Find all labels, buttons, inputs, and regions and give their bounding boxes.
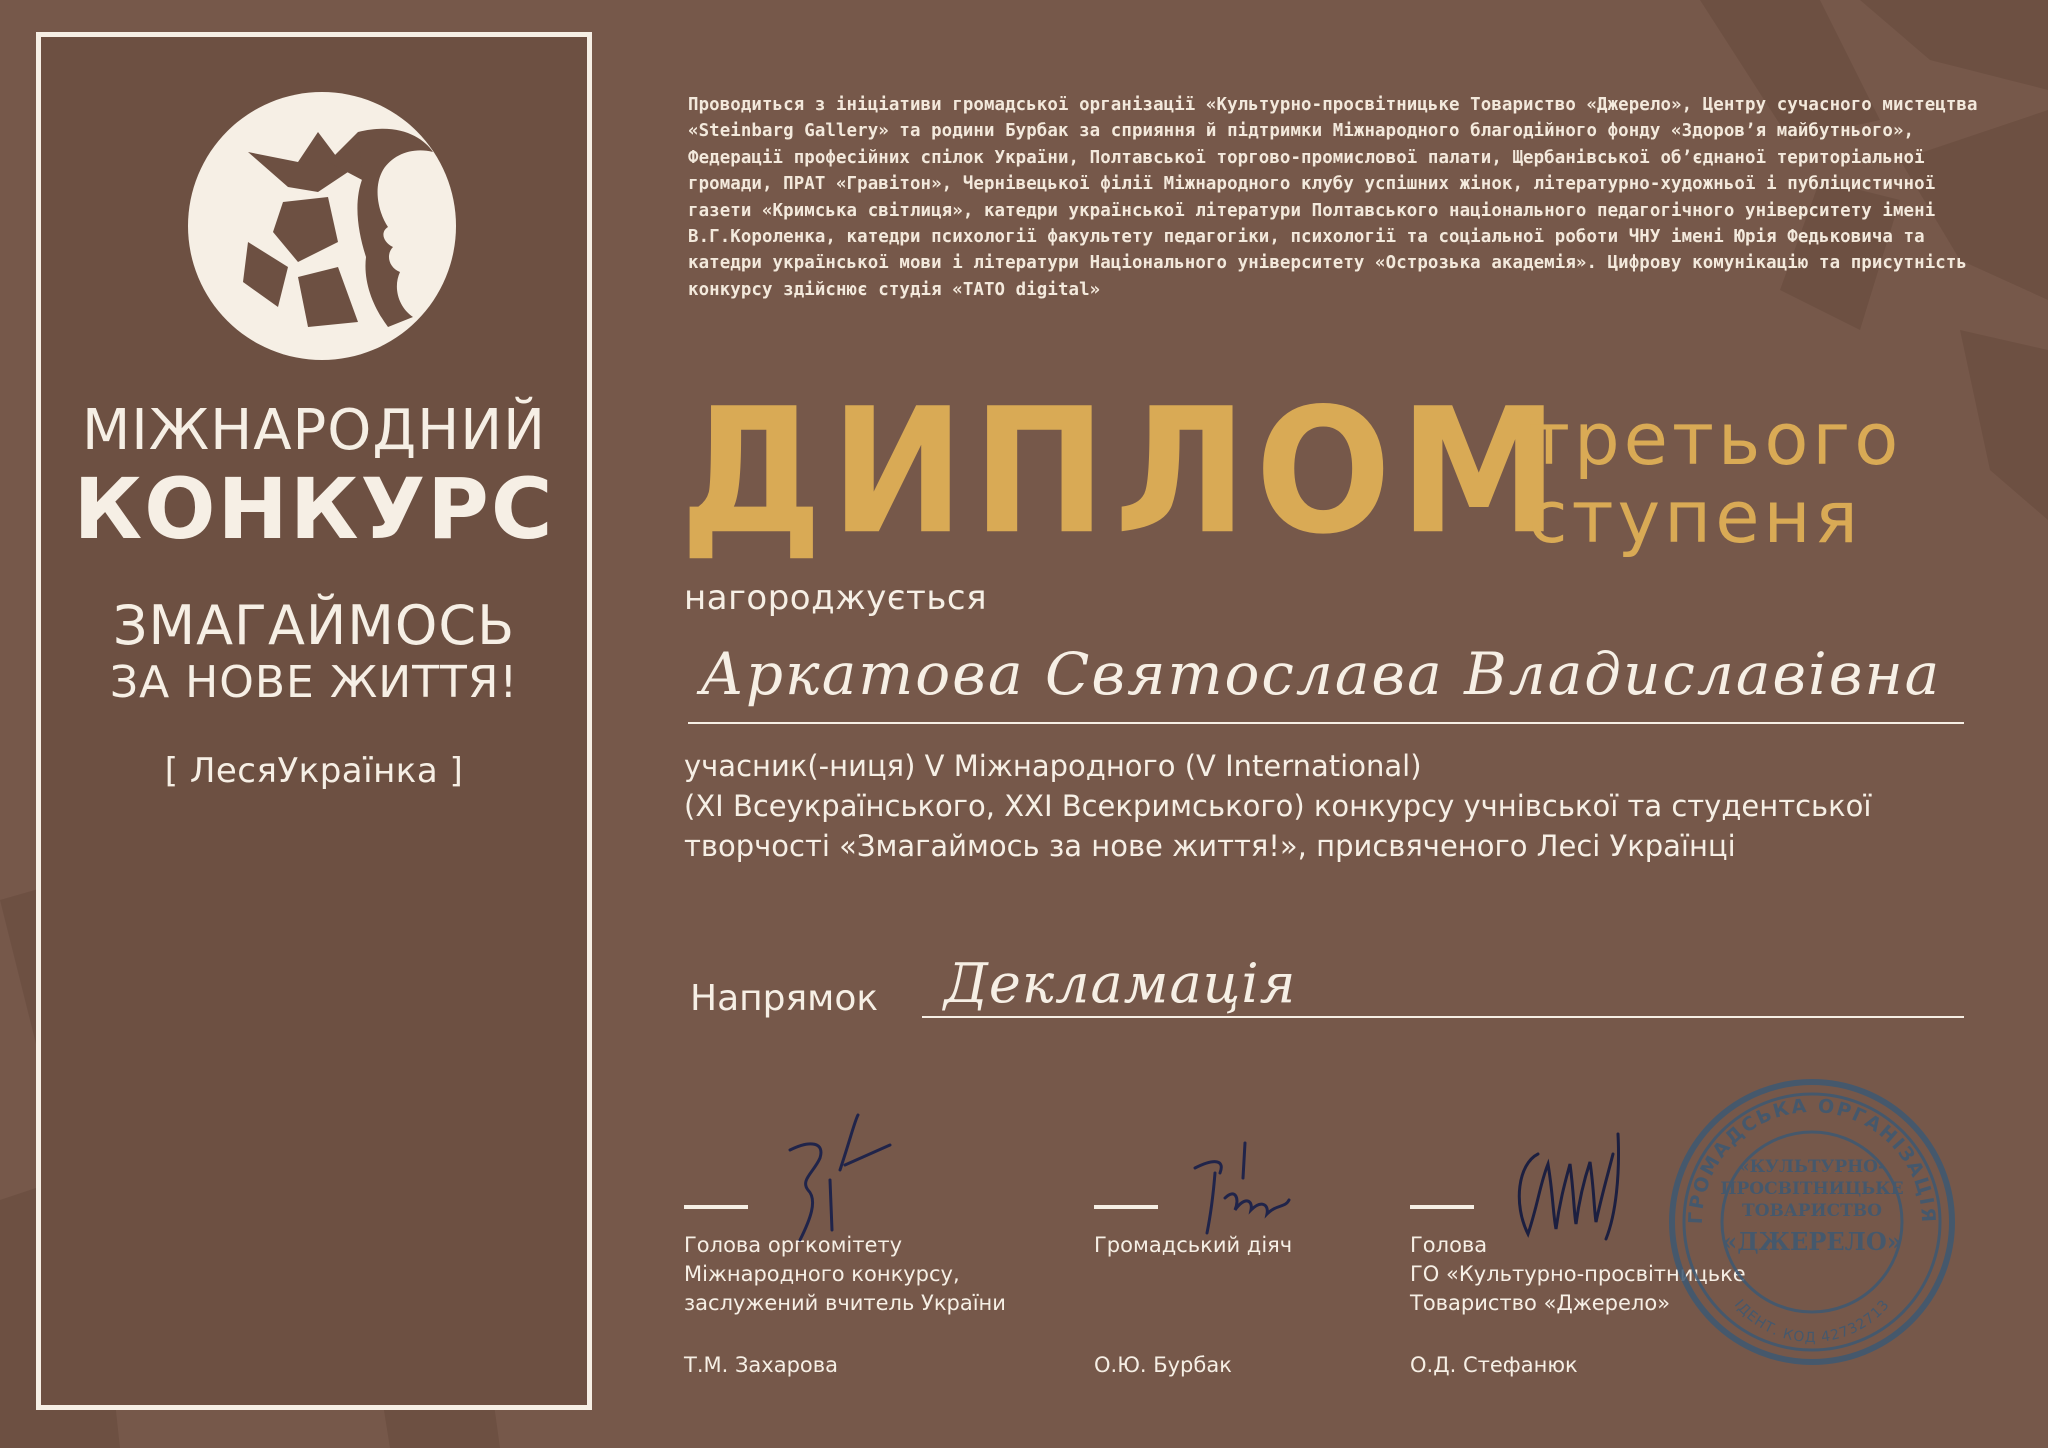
signer-role-line-1: Голова оргкомітету	[684, 1233, 903, 1257]
handwritten-signature-stefaniuk	[1508, 1124, 1638, 1254]
direction-value: Декламація	[944, 952, 1297, 1015]
motto-line-1: ЗМАГАЙМОСЬ	[112, 594, 516, 657]
stamp-outer-text: ГРОМАДСЬКА ОРГАНІЗАЦІЯ	[1684, 1094, 1940, 1225]
woman-profile-leaf-logo-icon	[188, 92, 456, 360]
winner-name: Аркатова Святослава Владиславівна	[700, 640, 1942, 708]
stamp-inner-line-3: ТОВАРИСТВО	[1742, 1201, 1882, 1221]
organization-stamp-icon	[1662, 1072, 1962, 1372]
description-line-2: (ХІ Всеукраїнського, ХХІ Всекримського) конкурсу учнівської та студентської	[684, 789, 1872, 823]
title-contest: КОНКУРС	[73, 460, 555, 558]
degree-line-1: третього	[1528, 397, 1903, 481]
direction-label: Напрямок	[690, 978, 879, 1019]
diploma-heading: ДИПЛОМ	[680, 370, 1567, 573]
signer-name: Т.М. Захарова	[684, 1353, 839, 1377]
stamp-bottom-text: ІДЕНТ. КОД 42732713	[1730, 1296, 1894, 1347]
participation-description	[684, 746, 1984, 866]
signature-dash	[684, 1205, 748, 1209]
description-line-1: учасник(-ниця) V Міжнародного (V International)	[684, 749, 1422, 783]
direction-underline	[922, 1016, 1964, 1018]
signer-name: О.Ю. Бурбак	[1094, 1353, 1232, 1377]
degree-label	[1528, 397, 1903, 559]
signer-role-line-3: заслужений вчитель України	[684, 1291, 1006, 1315]
title-international: МІЖНАРОДНИЙ	[81, 398, 547, 463]
left-panel	[36, 32, 592, 1410]
signature-dash	[1094, 1205, 1158, 1209]
stamp-center-text: «ДЖЕРЕЛО»	[1722, 1227, 1902, 1256]
degree-line-2: ступеня	[1528, 475, 1862, 559]
signer-role-line-2: Міжнародного конкурсу,	[684, 1262, 960, 1286]
name-underline	[688, 722, 1964, 724]
handwritten-signature-burbak	[1185, 1138, 1305, 1248]
stamp-inner-line-1: «КУЛЬТУРНО-	[1738, 1157, 1886, 1177]
contest-title-block	[41, 399, 587, 791]
signer-role-line-1: Громадський діяч	[1094, 1233, 1293, 1257]
signer-role-line-2: ГО «Культурно-просвітницьке	[1410, 1262, 1746, 1286]
organizers-paragraph: Проводиться з ініціативи громадської організації «Культурно-просвітницьке Товариство «Джерело», Центру сучасного мистецтва «Steinbarg Gallery» та родини Бурбак за сприяння й підтримки Міжнародного благодійного фонду «Здоров’я майбутнього», Федерації професійних спілок України, Полтавської торгово-промислової палати, Щербанівської об’єднаної територіальної громади, ПРАТ «Гравітон», Чернівецької філії Міжнародного клубу успішних жінок, літературно-художньої і публіцистичної газети «Кримська світлиця», катедри української літератури Полтавського національного педагогічного університету імені В.Г.Короленка, катедри психології факультету педагогіки, психології та соціальної роботи ЧНУ імені Юрія Федьковича та катедри української мови і літератури Національного університету «Острозька академія». Цифрову комунікацію та присутність конкурсу здійснює студія «TATO digital»	[688, 95, 1978, 300]
signature-dash	[1410, 1205, 1474, 1209]
signer-role-line-1: Голова	[1410, 1233, 1488, 1257]
awarded-label: нагороджується	[684, 578, 988, 618]
signer-role-line-3: Товариство «Джерело»	[1410, 1291, 1671, 1315]
stamp-inner-line-2: ПРОСВІТНИЦЬКЕ	[1720, 1179, 1904, 1199]
lesya-ukrainka-tag: [ ЛесяУкраїнка ]	[164, 751, 464, 791]
handwritten-signature-zakharova	[770, 1110, 900, 1260]
svg-text:ІДЕНТ. КОД 42732713	[1731, 1297, 1893, 1346]
signer-name: О.Д. Стефанюк	[1410, 1353, 1578, 1377]
description-line-3: творчості «Змагаймось за нове життя!», присвяченого Лесі Українці	[684, 829, 1736, 863]
motto-line-2: ЗА НОВЕ ЖИТТЯ!	[109, 657, 519, 708]
